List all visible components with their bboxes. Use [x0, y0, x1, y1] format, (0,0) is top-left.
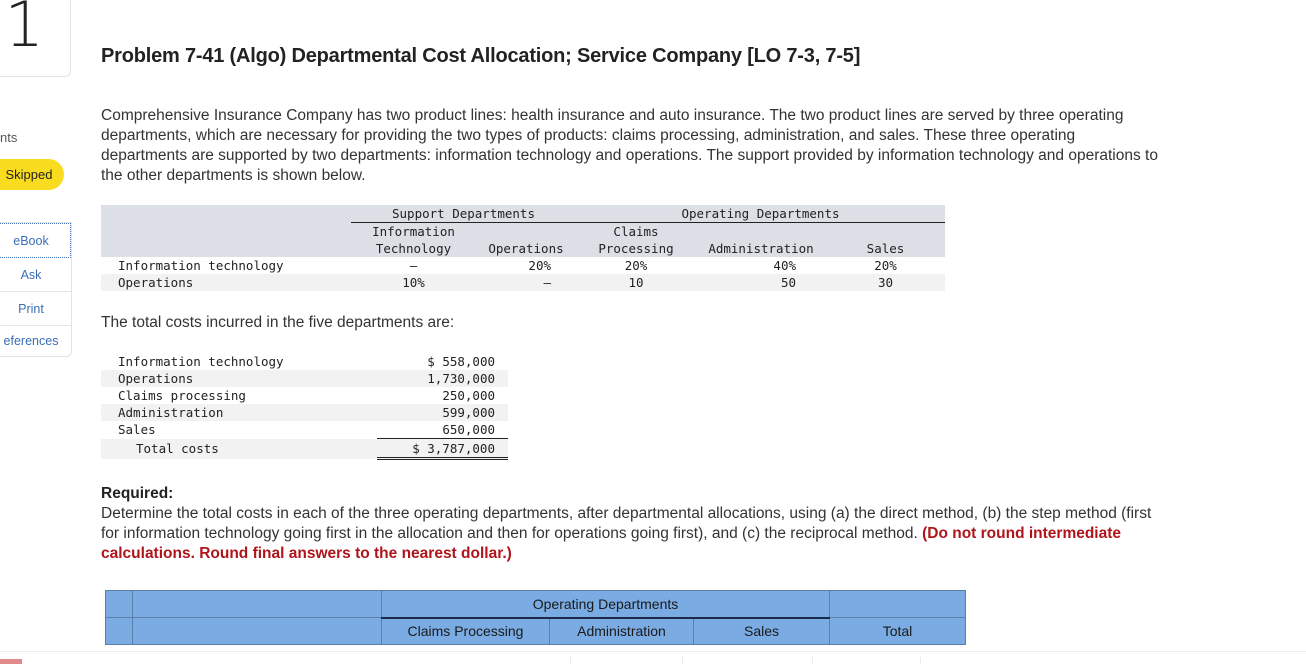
total-row: Total costs $ 3,787,000	[101, 439, 508, 459]
col-header: Technology	[375, 241, 452, 256]
operating-departments-header: Operating Departments	[382, 591, 830, 618]
costs-intro: The total costs incurred in the five departments are:	[101, 314, 455, 331]
col-header-total: Total	[830, 618, 966, 645]
costs-table	[101, 353, 508, 460]
side-links	[0, 222, 72, 357]
col-header-sales: Sales	[694, 618, 830, 645]
ask-link[interactable]: Ask	[0, 258, 71, 292]
references-link[interactable]: eferences	[3, 334, 59, 348]
question-number-box	[0, 0, 71, 77]
page-title: Problem 7-41 (Algo) Departmental Cost Allocation; Service Company [LO 7-3, 7-5]	[101, 45, 861, 67]
answer-table	[105, 590, 966, 645]
table-row: Operations 1,730,000	[101, 370, 508, 387]
required-text: Determine the total costs in each of the three operating departments, after departmental allocations, using (a) the direct method, (b) the step method (first for information technology going first in the allocation and then for operations going first), and (c) the reciprocal method.	[101, 505, 1152, 542]
points-label: nts	[0, 130, 18, 145]
col-header-admin: Administration	[550, 618, 694, 645]
table-row: Sales 650,000	[101, 421, 508, 439]
question-number: 1	[4, 0, 44, 61]
group-header-row	[101, 205, 945, 223]
support-departments-header: Support Departments	[351, 205, 576, 223]
divider	[0, 651, 1306, 652]
table-row: Operations 10% — 10 50 30	[101, 274, 945, 291]
divider	[570, 657, 571, 664]
table-row: Claims processing 250,000	[118, 388, 495, 403]
status-badge: Skipped	[0, 159, 64, 190]
required-section	[101, 484, 1161, 564]
col-header: Operations	[488, 241, 564, 256]
col-header: Sales	[866, 241, 905, 256]
table-row: Administration 599,000	[101, 404, 508, 421]
problem-intro: Comprehensive Insurance Company has two product lines: health insurance and auto insurance. The two product lines are served by three operating departments, which are necessary for providing the two types of products: claims processing, administration, and sales. These three operating departments are supported by two departments: information technology and operations. The support provided by information technology and operations to the other departments is shown below.	[101, 107, 1158, 184]
operating-departments-header: Operating Departments	[576, 205, 945, 223]
table-row: Information technology — 20% 20% 40% 20%	[118, 258, 897, 273]
col-header: Processing	[598, 241, 674, 256]
col-header-line1: Claims	[613, 224, 659, 239]
divider	[682, 657, 683, 664]
ebook-link[interactable]: eBook	[0, 223, 71, 258]
col-header-claims: Claims Processing	[382, 618, 550, 645]
rounding-note: (Do not round intermediate calculations. Round final answers to the nearest dollar.)	[101, 525, 1122, 562]
col-header: Administration	[708, 241, 814, 256]
progress-marker	[0, 659, 22, 664]
divider	[812, 657, 813, 664]
col-header-line1: Information	[372, 224, 455, 239]
table-row: Information technology $ 558,000	[118, 354, 495, 369]
required-heading: Required:	[101, 485, 174, 502]
support-table	[101, 205, 945, 291]
divider	[920, 657, 921, 664]
print-link[interactable]: Print	[0, 292, 71, 326]
